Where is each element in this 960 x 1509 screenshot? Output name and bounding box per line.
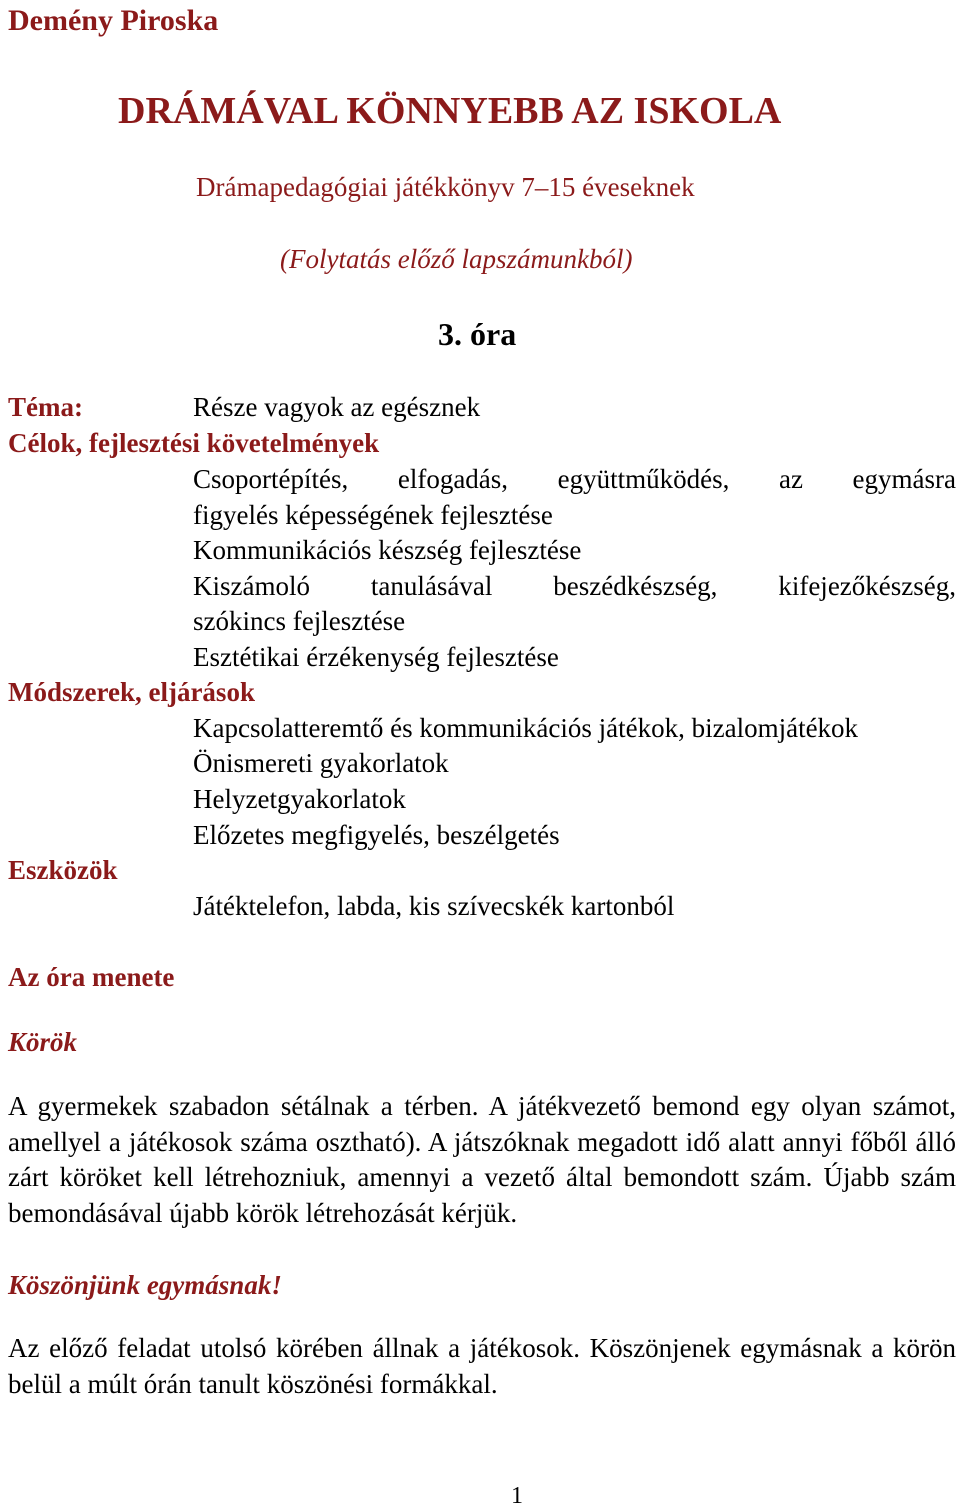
korok-heading: Körök — [8, 1027, 78, 1057]
celok-item: Csoportépítés, elfogadás, együttműködés, az egymásra — [193, 464, 956, 494]
tema-value: Része vagyok az egésznek — [193, 392, 481, 422]
koszonjunk-heading: Köszönjünk egymásnak! — [8, 1270, 282, 1300]
author-name: Demény Piroska — [8, 4, 219, 37]
modszerek-item: Önismereti gyakorlatok — [193, 748, 449, 778]
modszerek-item: Helyzetgyakorlatok — [193, 784, 406, 814]
document-title: DRÁMÁVAL KÖNNYEBB AZ ISKOLA — [118, 90, 782, 132]
celok-item: Kiszámoló tanulásával beszédkészség, kifejezőkészség, — [193, 571, 956, 601]
ora-menete-heading: Az óra menete — [8, 962, 175, 992]
celok-item: Kommunikációs készség fejlesztése — [193, 535, 582, 565]
modszerek-label: Módszerek, eljárások — [8, 677, 255, 707]
modszerek-item: Előzetes megfigyelés, beszélgetés — [193, 820, 560, 850]
celok-label: Célok, fejlesztési követelmények — [8, 428, 380, 458]
continuation-note: (Folytatás előző lapszámunkból) — [280, 244, 633, 274]
celok-item: figyelés képességének fejlesztése — [193, 500, 553, 530]
lesson-heading: 3. óra — [438, 316, 517, 352]
koszonjunk-paragraph: Az előző feladat utolsó körében állnak a játékosok. Köszönjenek egymásnak a körön belül a múlt órán tanult köszönési formákkal. — [8, 1333, 956, 1399]
celok-item: Esztétikai érzékenység fejlesztése — [193, 642, 559, 672]
korok-paragraph: A gyermekek szabadon sétálnak a térben. A játékvezető bemond egy olyan számot, amellyel a játékosok száma osztható). A játszóknak megadott idő alatt annyi főből álló zárt köröket kell létrehozniuk, amennyi a vezető által bemondott szám. Újabb szám bemondásával újabb körök létrehozását kérjük. — [8, 1091, 956, 1228]
celok-item: szókincs fejlesztése — [193, 606, 406, 636]
eszkozok-value: Játéktelefon, labda, kis szívecskék kartonból — [193, 891, 675, 921]
page-number: 1 — [511, 1483, 523, 1509]
document-subtitle: Drámapedagógiai játékkönyv 7–15 éveseknek — [196, 172, 695, 202]
modszerek-item: Kapcsolatteremtő és kommunikációs játékok, bizalomjátékok — [193, 713, 859, 743]
tema-label: Téma: — [8, 392, 83, 422]
eszkozok-label: Eszközök — [8, 855, 118, 885]
